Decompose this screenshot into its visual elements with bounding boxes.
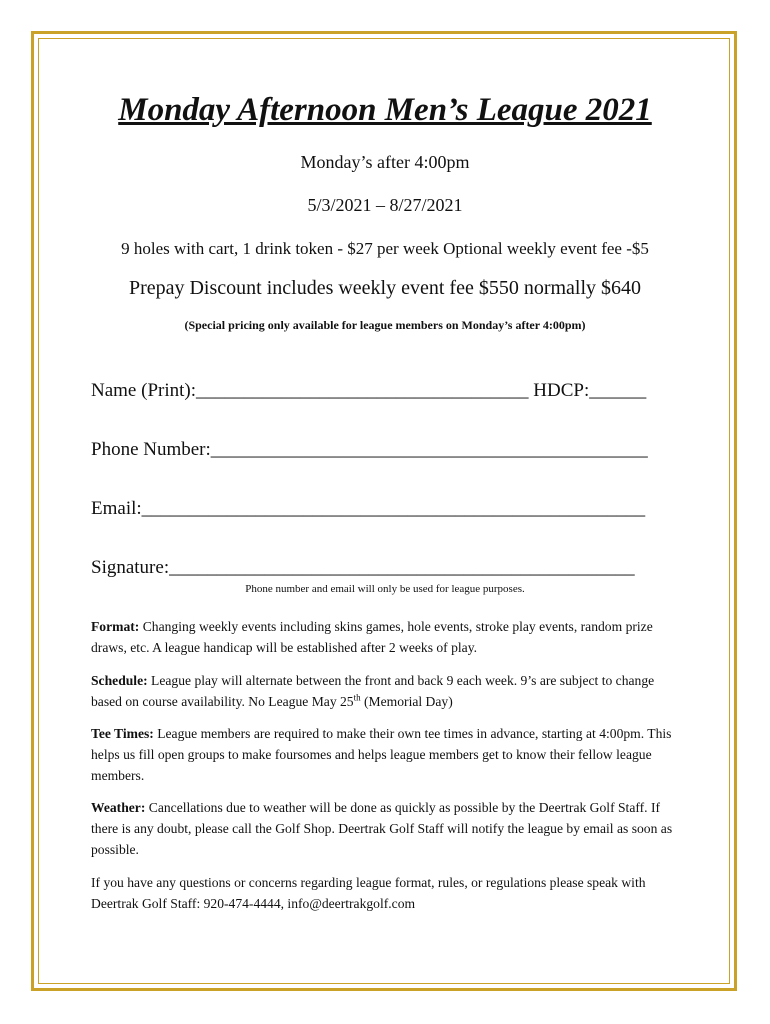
- format-label: Format:: [91, 619, 140, 634]
- schedule-section: [91, 670, 686, 712]
- weather-section: [91, 797, 686, 860]
- tee-times-section: [91, 723, 686, 786]
- contact-section: [91, 872, 686, 914]
- price-line: 9 holes with cart, 1 drink token - $27 per week Optional weekly event fee -$5: [121, 239, 649, 258]
- weather-text: Cancellations due to weather will be done as quickly as possible by the Deertrak Golf Staff. If there is any doubt, please call the Golf Shop. Deertrak Golf Staff will notify the league by email as soon as possible.: [91, 800, 673, 857]
- phone-label: Phone Number:: [91, 439, 211, 460]
- privacy-note: Phone number and email will only be used for league purposes.: [245, 583, 525, 595]
- email-blank[interactable]: _____________________________________________________: [141, 498, 646, 519]
- schedule-label: Schedule:: [91, 673, 148, 688]
- name-label: Name (Print):: [91, 380, 197, 401]
- phone-blank[interactable]: ______________________________________________: [210, 439, 648, 460]
- signature-label: Signature:: [91, 557, 170, 578]
- schedule-text: League play will alternate between the front and back 9 each week. 9’s are subject to change based on course availability. No League May 25: [91, 673, 655, 709]
- schedule-sup: th: [353, 692, 361, 703]
- tee-text: League members are required to make their own tee times in advance, starting at 4:00pm. This helps us fill open groups to make foursomes and helps league members get to know their fellow league members.: [91, 726, 672, 783]
- hdcp-blank[interactable]: ______: [589, 380, 647, 401]
- prepay-line: Prepay Discount includes weekly event fee $550 normally $640: [128, 277, 642, 299]
- email-label: Email:: [91, 498, 142, 519]
- signature-blank[interactable]: _________________________________________________: [169, 557, 635, 578]
- name-field-row: [91, 380, 646, 402]
- special-pricing-note: (Special pricing only available for league members on Monday’s after 4:00pm): [184, 318, 586, 332]
- weather-label: Weather:: [91, 800, 146, 815]
- format-text: Changing weekly events including skins games, hole events, stroke play events, random prize draws, etc. A league handicap will be established after 2 weeks of play.: [91, 619, 653, 655]
- hdcp-label: HDCP:: [528, 380, 590, 401]
- format-section: [91, 616, 686, 658]
- email-field-row: [91, 498, 645, 520]
- dates-line: 5/3/2021 – 8/27/2021: [307, 195, 463, 215]
- page-title: Monday Afternoon Men’s League 2021: [118, 92, 652, 128]
- schedule-text-end: (Memorial Day): [360, 694, 453, 709]
- phone-field-row: [91, 439, 648, 461]
- schedule-line: Monday’s after 4:00pm: [300, 152, 470, 172]
- tee-label: Tee Times:: [91, 726, 154, 741]
- signature-field-row: [91, 557, 635, 579]
- contact-text: If you have any questions or concerns regarding league format, rules, or regulations please speak with Deertrak Golf Staff: 920-474-4444, info@deertrakgolf.com: [91, 875, 646, 911]
- name-blank[interactable]: ___________________________________: [196, 380, 529, 401]
